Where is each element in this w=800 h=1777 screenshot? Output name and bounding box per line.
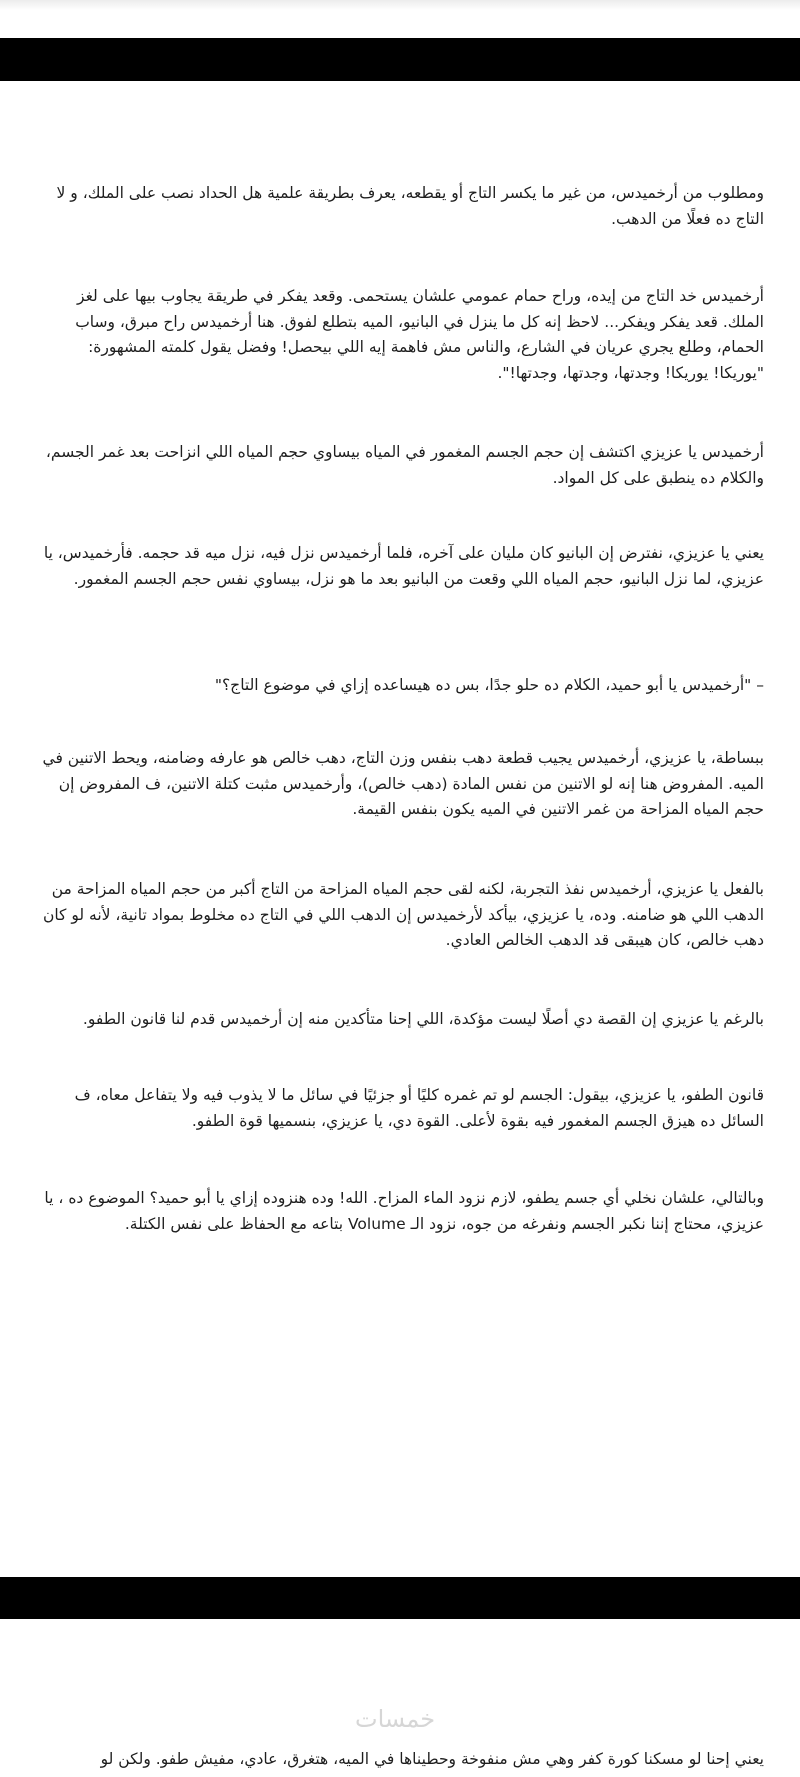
paragraph-6: ببساطة، يا عزيزي، أرخميدس يجيب قطعة دهب بنفس وزن التاج، دهب خالص هو عارفه وضامنه، ويحط الاتنين في الميه. المفروض هنا إنه لو الاتنين من نفس المادة (دهب خالص)، وأرخميدس مثبت كتلة الاتنين، ف المفروض إن حجم المياه المزاحة من غمر الاتنين في الميه يكون بنفس القيمة. [42, 749, 764, 818]
page-separator-bottom [0, 1577, 800, 1619]
paragraph-5: – "أرخميدس يا أبو حميد، الكلام ده حلو جدًا، بس ده هيساعده إزاي في موضوع التاج؟" [214, 676, 764, 694]
top-shadow [0, 0, 800, 10]
paragraph-4: يعني يا عزيزي، نفترض إن البانيو كان مليان على آخره، فلما أرخميدس نزل فيه، نزل ميه قد حجمه. فأرخميدس، يا عزيزي، لما نزل البانيو، حجم المياه اللي وقعت من البانيو بعد ما هو نزل، بيساوي نفس حجم الجسم المغمور. [43, 544, 764, 588]
top-margin [0, 0, 800, 38]
paragraph-8: بالرغم يا عزيزي إن القصة دي أصلًا ليست مؤكدة، اللي إحنا متأكدين منه إن أرخميدس قدم لنا قانون الطفو. [82, 1010, 764, 1028]
paragraph-3: أرخميدس يا عزيزي اكتشف إن حجم الجسم المغمور في المياه بيساوي حجم المياه اللي انزاحت بعد غمر الجسم، والكلام ده ينطبق على كل المواد. [45, 443, 764, 487]
paragraph-1: ومطلوب من أرخميدس، من غير ما يكسر التاج أو يقطعه، يعرف بطريقة علمية هل الحداد نصب على الملك، و لا التاج ده فعلًا من الدهب. [56, 184, 764, 228]
paragraph-7: بالفعل يا عزيزي، أرخميدس نفذ التجربة، لكنه لقى حجم المياه المزاحة من التاج أكبر من حجم المياه المزاحة من الدهب اللي هو ضامنه. وده، يا عزيزي، بيأكد لأرخميدس إن الدهب اللي في التاج ده مخلوط بمواد تانية، لأنه لو كان دهب خالص، كان هيبقى قد الدهب الخالص العادي. [42, 880, 764, 949]
paragraph-9: قانون الطفو، يا عزيزي، بيقول: الجسم لو تم غمره كليًا أو جزئيًا في سائل ما لا يذوب فيه ولا يتفاعل معاه، ف السائل ده هيزق الجسم المغمور فيه بقوة لأعلى. القوة دي، يا عزيزي، بنسميها قوة الطفو. [74, 1086, 764, 1130]
paragraph-10: وبالتالي، علشان نخلي أي جسم يطفو، لازم نزود الماء المزاح. الله! وده هنزوده إزاي يا أبو حميد؟ الموضوع ده ، يا عزيزي، محتاج إننا نكبر الجسم ونفرغه من جوه، نزود الـ Volume بتاعه مع الحفاظ على نفس الكتلة. [44, 1189, 764, 1233]
paragraph-2: أرخميدس خد التاج من إيده، وراح حمام عمومي علشان يستحمى. وقعد يفكر في طريقة يجاوب بيها على لغز الملك. قعد يفكر ويفكر... لاحظ إنه كل ما ينزل في البانيو، الميه بتطلع لفوق. هنا أرخميدس راح مبرق، وساب الحمام، وطلع يجري عريان في الشارع، والناس مش فاهمة إيه اللي بيحصل! وفضل يقول كلمته المشهورة: "يوريكا! يوريكا! وجدتها، وجدتها، وجدتها!". [75, 287, 764, 382]
page-separator-top [0, 38, 800, 81]
paragraph-11: يعني إحنا لو مسكنا كورة كفر وهي مش منفوخة وحطيناها في الميه، هتغرق، عادي، مفيش طفو. ولكن لو [100, 1750, 764, 1768]
watermark: خمسات [355, 1705, 436, 1733]
document-page-1 [0, 81, 800, 1577]
document-page-2 [0, 1619, 800, 1777]
